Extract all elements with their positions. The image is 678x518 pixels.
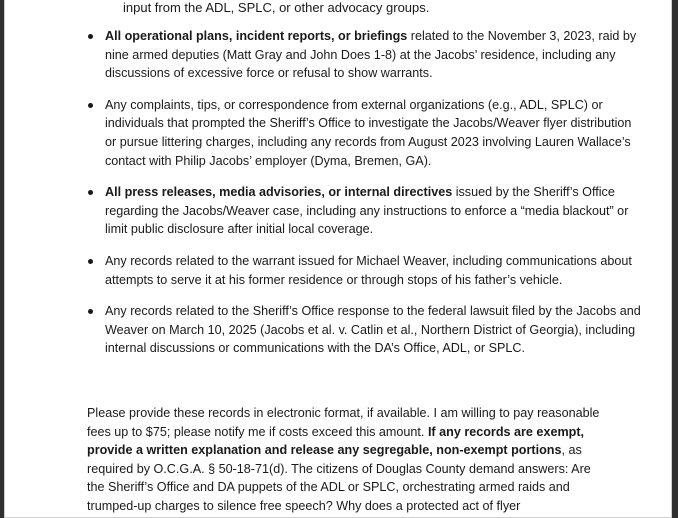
- closing-paragraph: [87, 404, 607, 516]
- item-text: Any records related to the warrant issued for Michael Weaver, including communications about attempts to serve it at his former residence or through stops of his father’s vehicle.: [105, 253, 632, 287]
- item-text: related to the November 3, 2023, raid by nine armed deputies (Matt Gray and John Does 1-8) at the Jacobs’ residence, including any discussions of excessive force or refusal to show warrants.: [105, 29, 637, 81]
- closing-bold: If any records are exempt, provide a written explanation and release any segregable, non-exempt portions: [87, 424, 585, 458]
- continued-text: input from the ADL, SPLC, or other advocacy groups.: [123, 0, 430, 15]
- list-item: [105, 183, 645, 239]
- item-text: issued by the Sheriff’s Office regarding the Jacobs/Weaver case, including any instructions to enforce a “media blackout” or limit public disclosure after initial local coverage.: [105, 185, 629, 237]
- list-item: [105, 302, 645, 358]
- item-text: Any records related to the Sheriff’s Office response to the federal lawsuit filed by the Jacobs and Weaver on March 10, 2025 (Jacobs et al. v. Catlin et al., Northern District of Georgia), including internal discussions or communications with the DA’s Office, ADL, or SPLC.: [105, 304, 641, 356]
- closing-text-1: Please provide these records in electronic format, if available. I am willing to pay reasonable fees up to $75; please notify me if costs exceed this amount.: [87, 406, 600, 439]
- list-item: [105, 252, 645, 289]
- document-page: [4, 0, 672, 518]
- bold-lead: All operational plans, incident reports, or briefings: [105, 29, 408, 43]
- bold-lead: All press releases, media advisories, or internal directives: [105, 185, 453, 200]
- list-item: [105, 96, 645, 170]
- request-list: [65, 27, 645, 371]
- closing-text-2: , as required by O.C.G.A. § 50-18-71(d). The citizens of Douglas County demand answers: Are the Sheriff’s Office and DA puppets of the ADL or SPLC, orchestrating armed raids and trumped-up charges to silence free speech? Why does a protected act of flyer: [87, 443, 591, 513]
- list-item: [105, 27, 645, 83]
- item-text: Any complaints, tips, or correspondence from external organizations (e.g., ADL, SPLC) or individuals that prompted the Sheriff’s Office to investigate the Jacobs/Weaver flyer distribution or pursue littering charges, including any records from August 2023 involving Lauren Wallace’s contact with Philip Jacobs’ employer (Dyma, Bremen, GA).: [105, 97, 632, 168]
